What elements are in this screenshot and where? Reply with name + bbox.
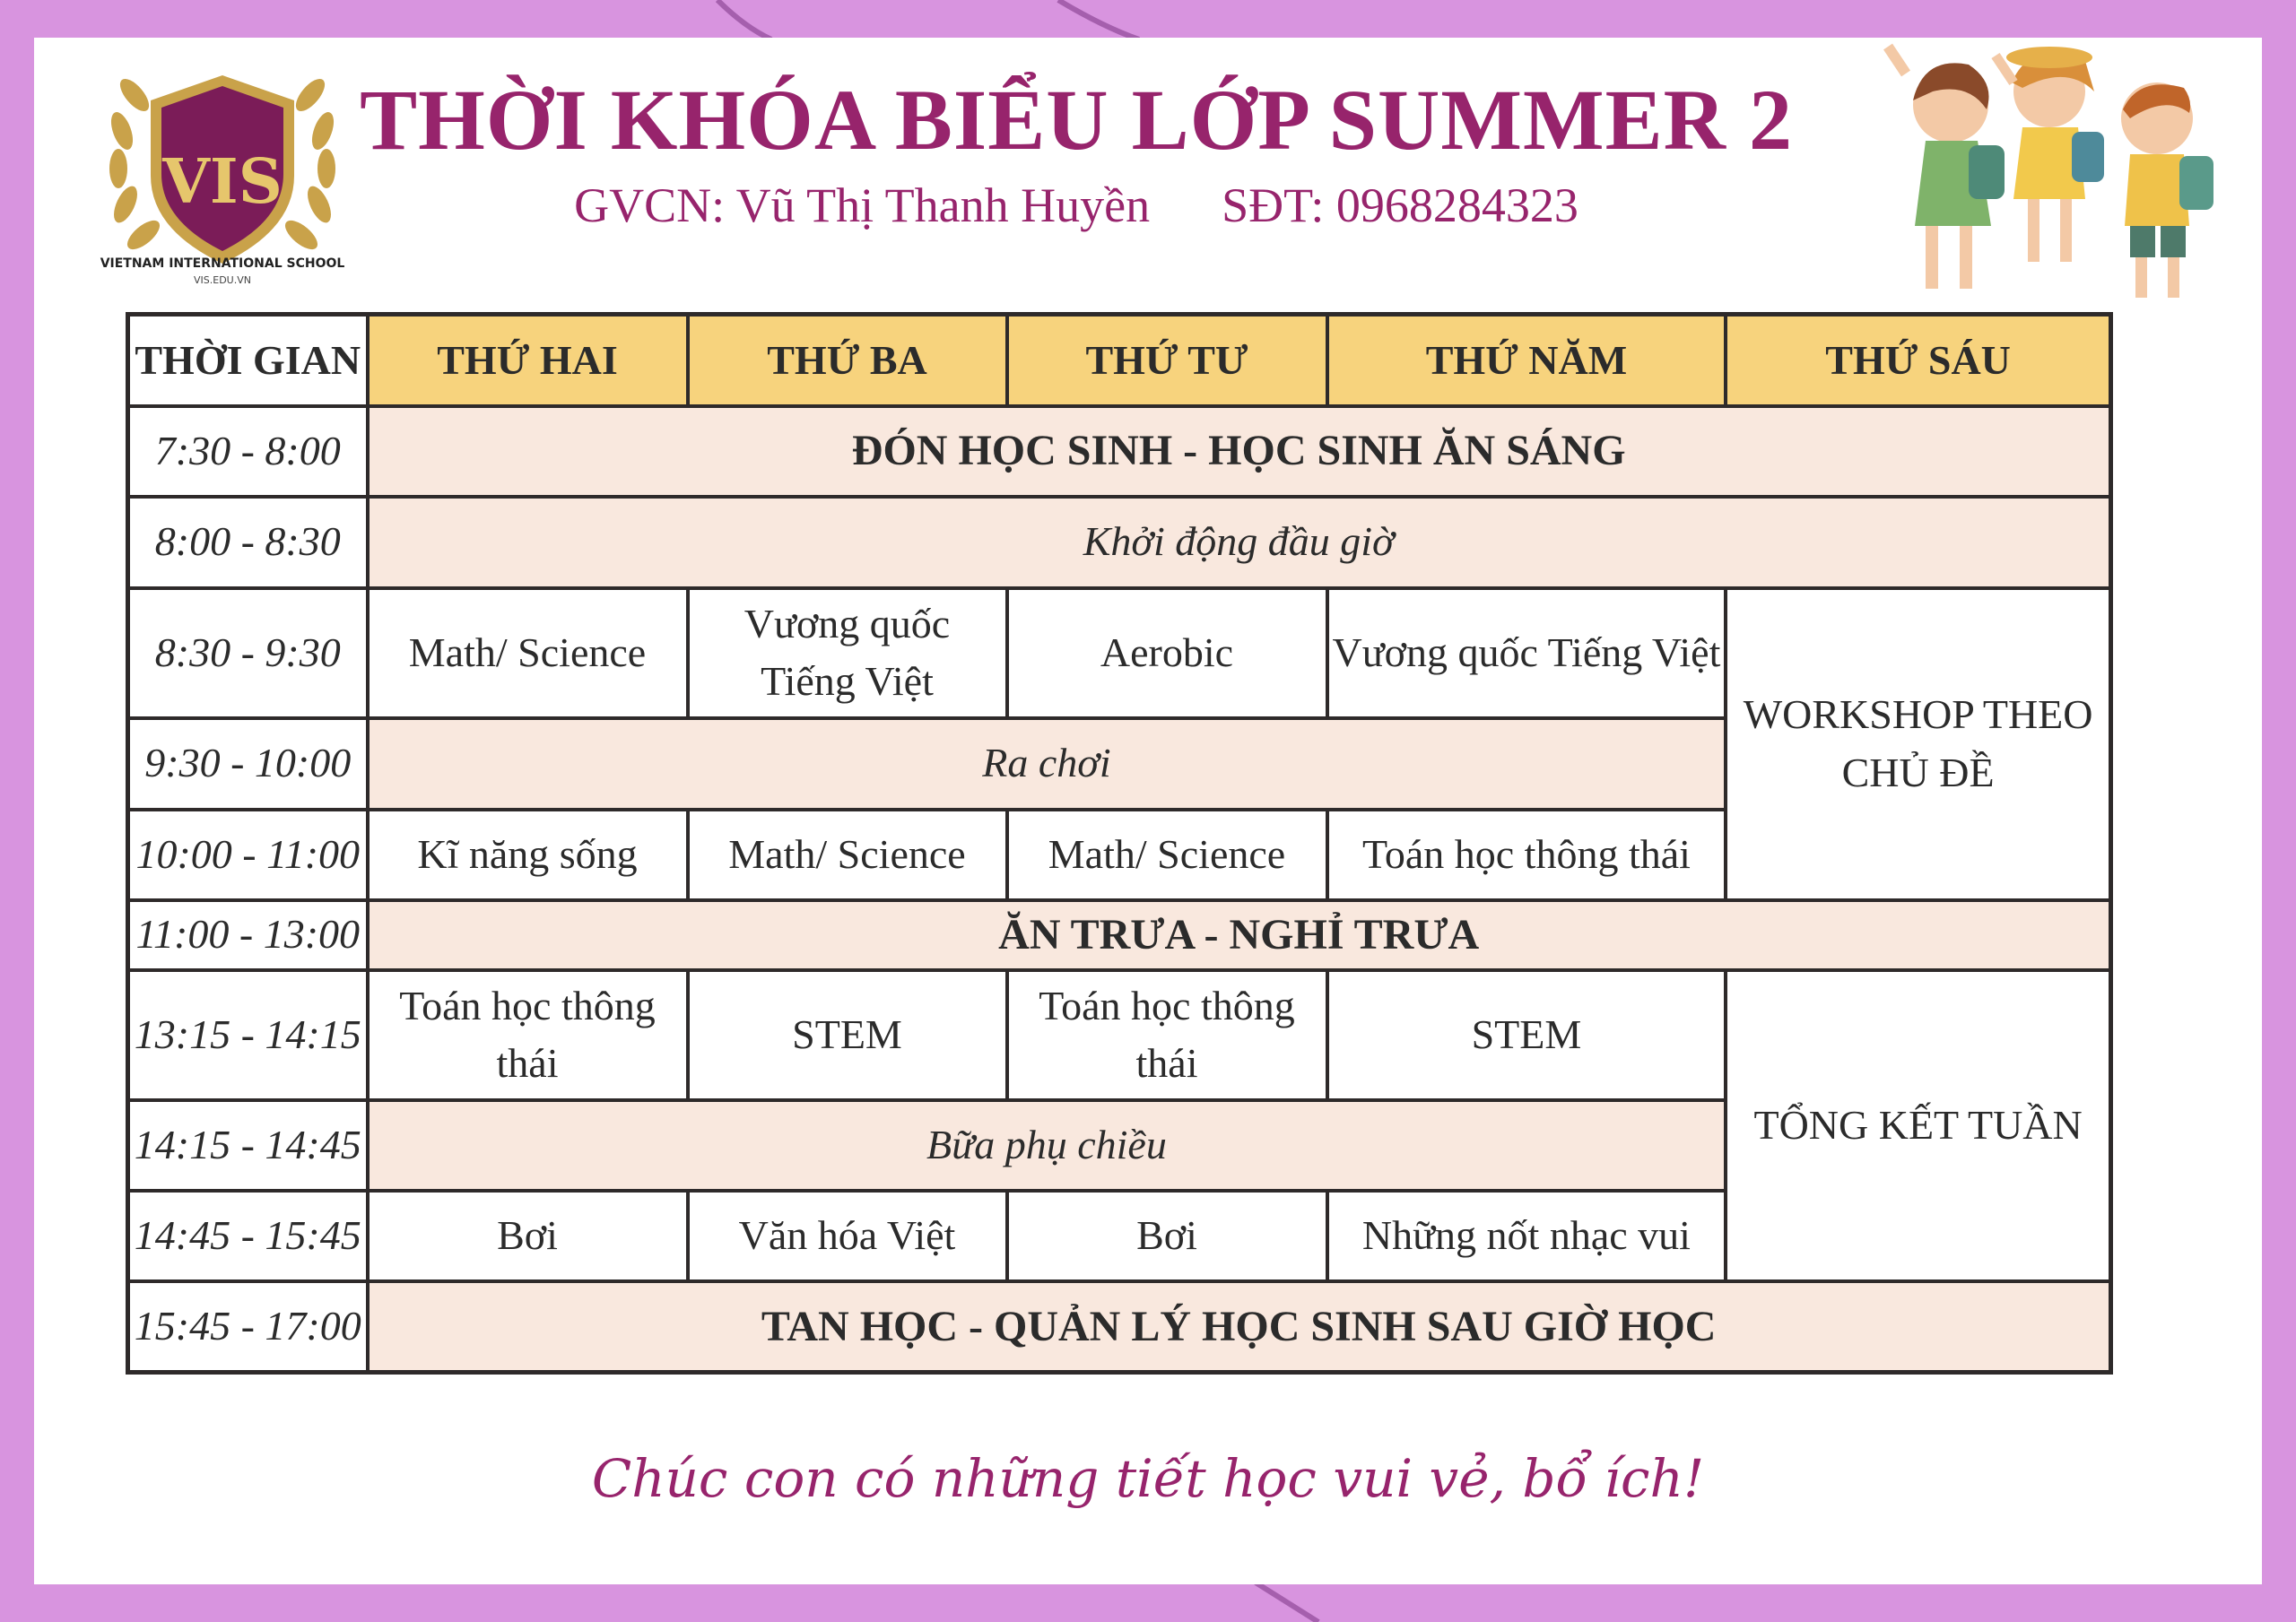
logo-school-name: VIETNAM INTERNATIONAL SCHOOL (100, 256, 345, 271)
table-row (128, 1281, 2111, 1373)
table-row (128, 900, 2111, 970)
closing-message: Chúc con có những tiết học vui vẻ, bổ ích! (591, 1448, 1705, 1509)
time-cell: 9:30 - 10:00 (128, 718, 368, 810)
time-cell: 10:00 - 11:00 (128, 810, 368, 900)
class-cell: Vương quốc Tiếng Việt (1327, 588, 1726, 718)
dismissal-band: TAN HỌC - QUẢN LÝ HỌC SINH SAU GIỜ HỌC (368, 1281, 2111, 1373)
column-header-thursday: THỨ NĂM (1327, 315, 1726, 406)
class-cell: Math/ Science (1007, 810, 1327, 900)
class-cell: Toán học thông thái (1007, 970, 1327, 1100)
phone-number: SĐT: 0968284323 (1222, 178, 1578, 232)
logo-website: VIS.EDU.VN (194, 274, 251, 286)
logo-mark: VIS (162, 146, 283, 218)
column-header-friday: THỨ SÁU (1726, 315, 2110, 406)
snack-band: Bữa phụ chiều (368, 1100, 1726, 1191)
class-cell: Vương quốc Tiếng Việt (688, 588, 1007, 718)
time-cell: 8:30 - 9:30 (128, 588, 368, 718)
table-row (128, 406, 2111, 497)
children-illustration (1870, 20, 2238, 316)
table-row (128, 497, 2111, 588)
class-cell: Math/ Science (688, 810, 1007, 900)
class-cell: Toán học thông thái (1327, 810, 1726, 900)
time-cell: 14:15 - 14:45 (128, 1100, 368, 1191)
time-cell: 15:45 - 17:00 (128, 1281, 368, 1373)
class-cell: Bơi (368, 1191, 688, 1281)
page-title: THỜI KHÓA BIỂU LỚP SUMMER 2 (360, 72, 1793, 168)
time-cell: 8:00 - 8:30 (128, 497, 368, 588)
time-cell: 14:45 - 15:45 (128, 1191, 368, 1281)
class-cell: Aerobic (1007, 588, 1327, 718)
timetable (126, 312, 2113, 1375)
warmup-band: Khởi động đầu giờ (368, 497, 2111, 588)
column-header-tuesday: THỨ BA (688, 315, 1007, 406)
class-cell: Kĩ năng sống (368, 810, 688, 900)
homeroom-teacher: GVCN: Vũ Thị Thanh Huyền (574, 178, 1151, 232)
class-cell: Văn hóa Việt (688, 1191, 1007, 1281)
class-cell: Toán học thông thái (368, 970, 688, 1100)
time-cell: 11:00 - 13:00 (128, 900, 368, 970)
subtitle (269, 178, 1883, 233)
column-header-time: THỜI GIAN (128, 315, 368, 406)
table-row (128, 970, 2111, 1100)
arrival-band: ĐÓN HỌC SINH - HỌC SINH ĂN SÁNG (368, 406, 2111, 497)
break-band: Ra chơi (368, 718, 1726, 810)
friday-workshop-cell: WORKSHOP THEO CHỦ ĐỀ (1726, 588, 2110, 900)
friday-summary-cell: TỔNG KẾT TUẦN (1726, 970, 2110, 1281)
lunch-band: ĂN TRƯA - NGHỈ TRƯA (368, 900, 2111, 970)
class-cell: Math/ Science (368, 588, 688, 718)
column-header-monday: THỨ HAI (368, 315, 688, 406)
table-row (128, 588, 2111, 718)
class-cell: Bơi (1007, 1191, 1327, 1281)
class-cell: STEM (1327, 970, 1726, 1100)
class-cell: STEM (688, 970, 1007, 1100)
time-cell: 13:15 - 14:15 (128, 970, 368, 1100)
column-header-wednesday: THỨ TƯ (1007, 315, 1327, 406)
table-header-row (128, 315, 2111, 406)
class-cell: Những nốt nhạc vui (1327, 1191, 1726, 1281)
time-cell: 7:30 - 8:00 (128, 406, 368, 497)
